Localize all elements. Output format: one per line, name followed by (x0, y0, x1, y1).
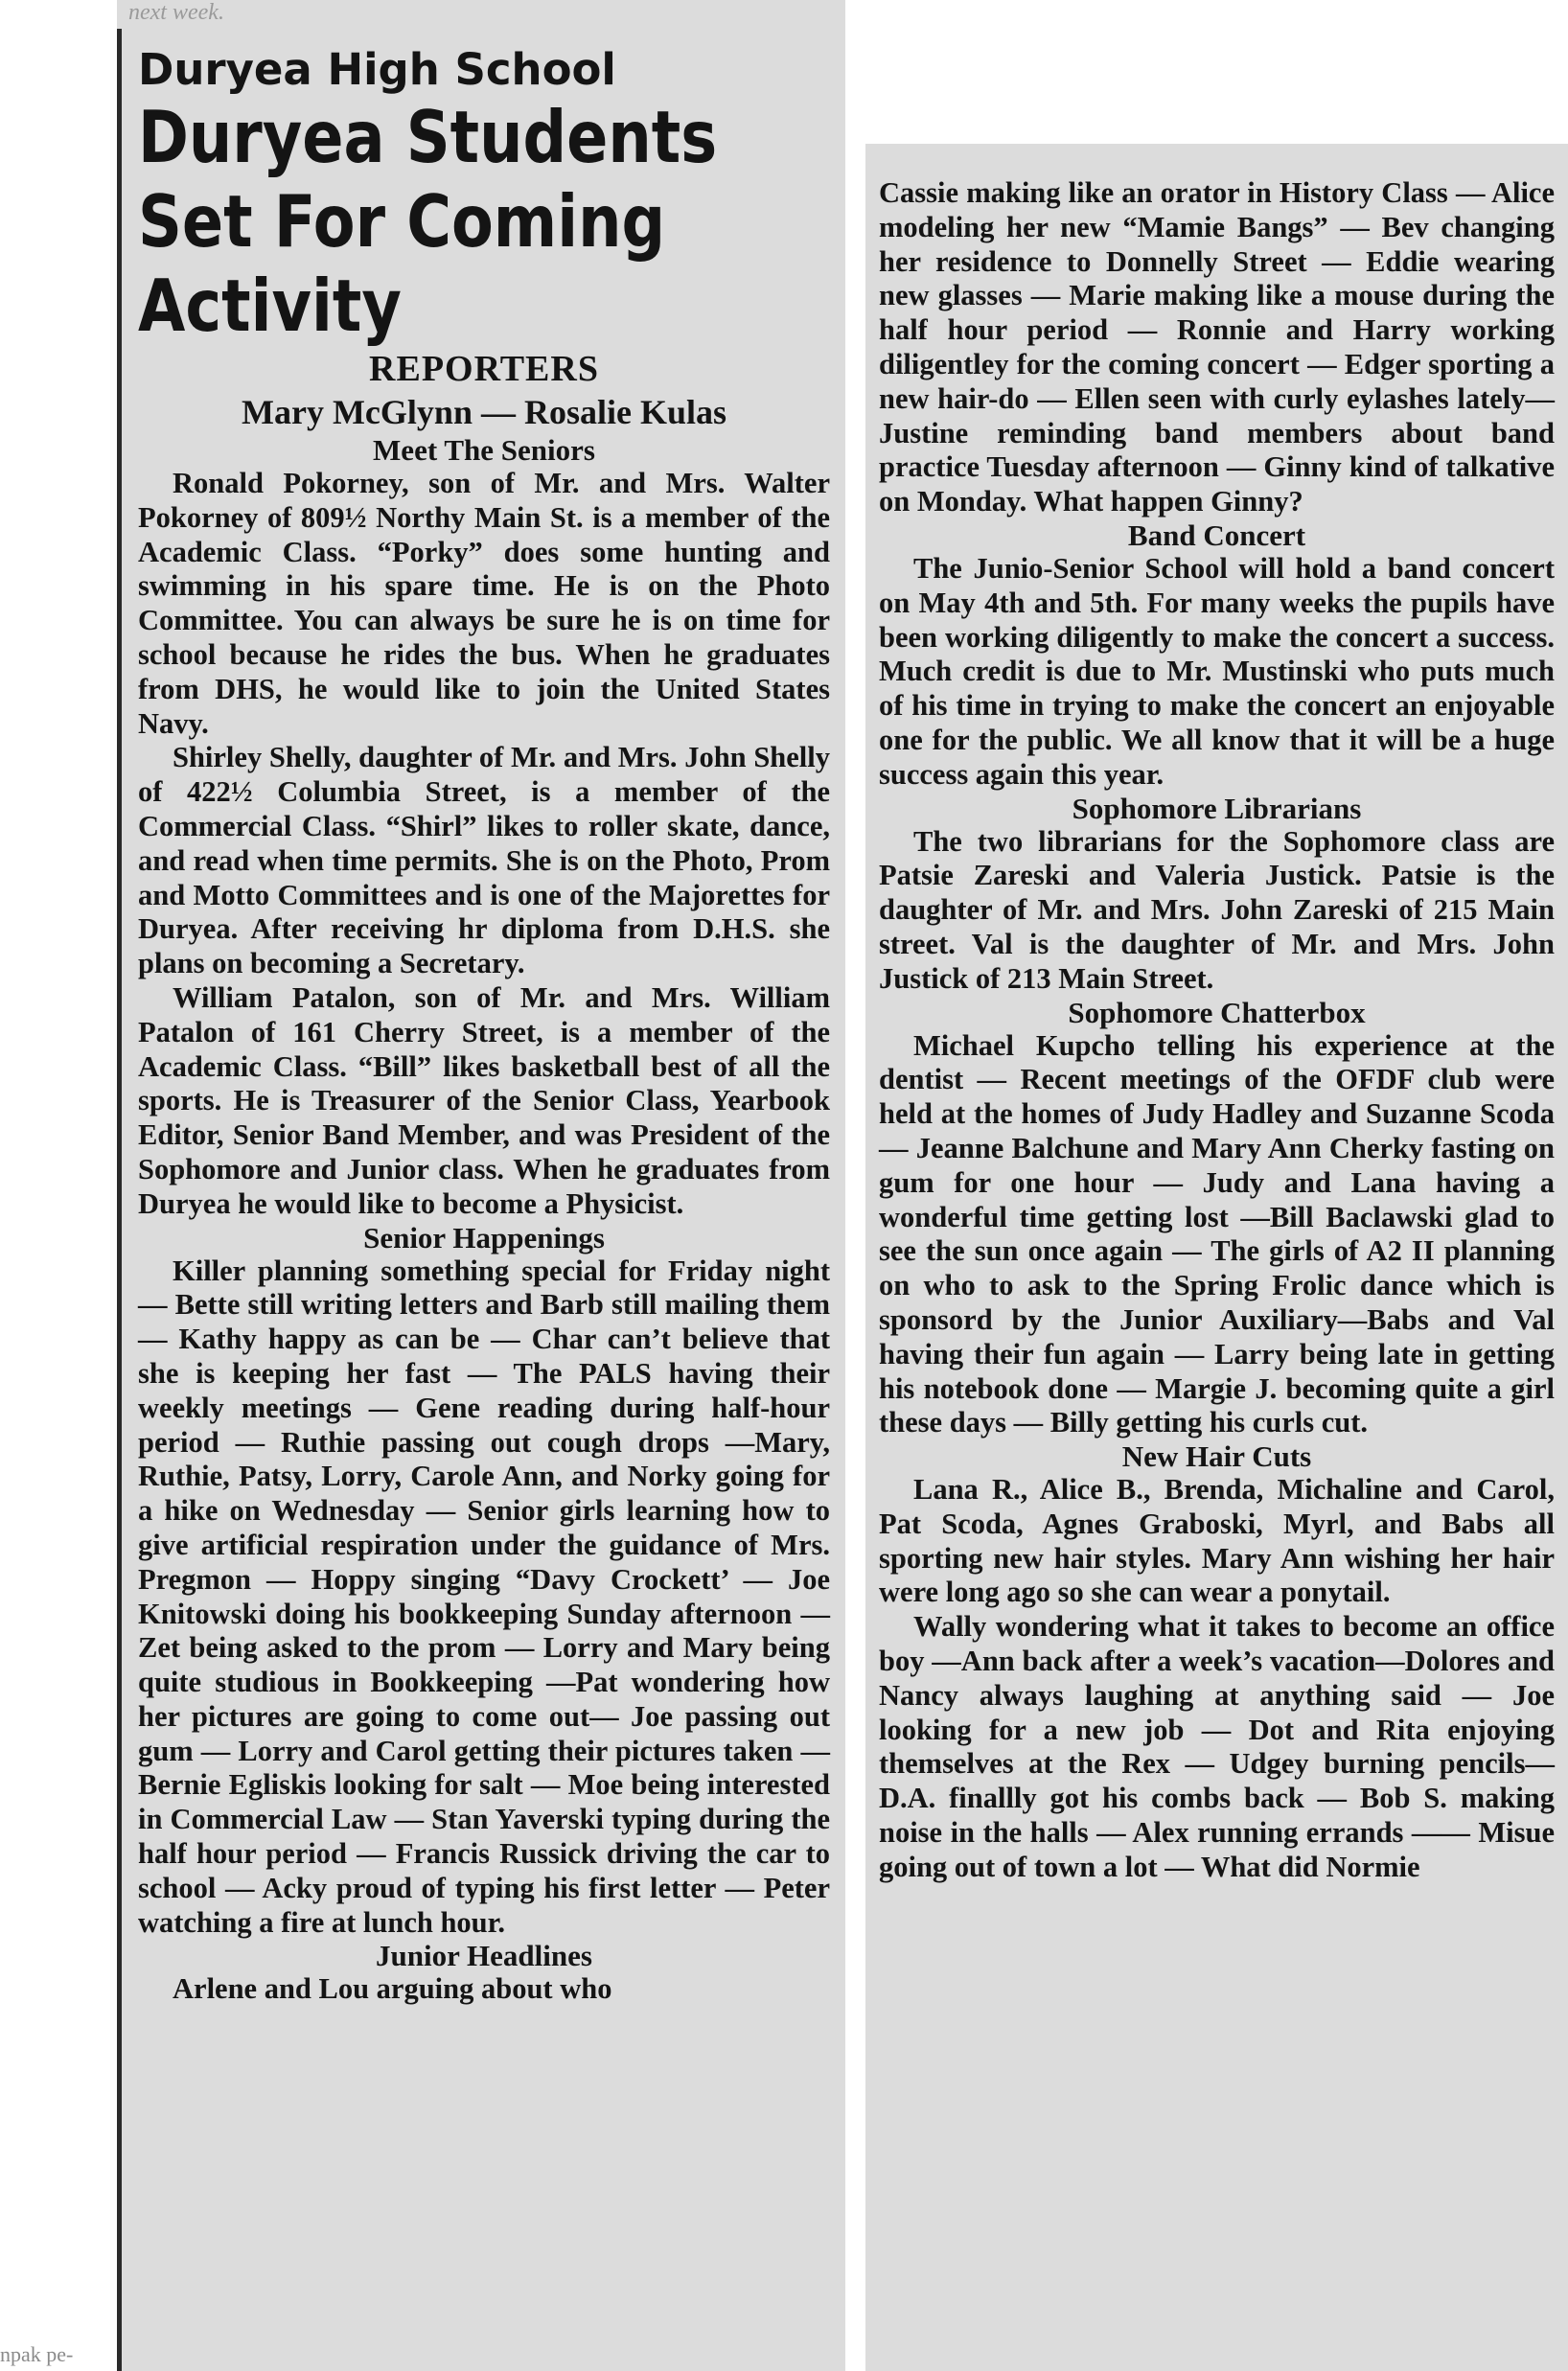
section-meet-the-seniors (138, 434, 830, 1222)
section-heading: Sophomore Librarians (1072, 791, 1362, 825)
article-paragraph: Arlene and Lou arguing about who (173, 1972, 612, 2006)
faint-top-text: next week. (128, 0, 224, 25)
section-senior-happenings (138, 1222, 830, 1941)
article-paragraph: The Junio-Senior School will hold a band concert on May 4th and 5th. For many weeks the pupils have been working diligently to make the concert a success. Much credit is due to Mr. Mustinski who puts much of his time in trying to make the concert an enjoyable one for the public. We all know that it will be a huge success again this year. (879, 551, 1555, 791)
reporters-label: REPORTERS (369, 349, 599, 389)
section-sophomore-librarians (879, 793, 1555, 997)
section-heading: Band Concert (1127, 518, 1306, 552)
left-column (117, 0, 845, 2371)
section-heading: Junior Headlines (376, 1939, 592, 1973)
article-paragraph: Lana R., Alice B., Brenda, Michaline and Carol, Pat Scoda, Agnes Graboski, Myrl, and Babs all sporting new hair styles. Mary Ann wishing her hair were long ago so she can wear a ponytail. (879, 1473, 1555, 1609)
article-paragraph: William Patalon, son of Mr. and Mrs. William Patalon of 161 Cherry Street, is a member of the Academic Class. “Bill” likes basketball best of all the sports. He is Treasurer of the Senior Class, Yearbook Editor, Senior Band Member, and was President of the Sophomore and Junior class. When he graduates from Duryea he would like to become a Physicist. (138, 980, 830, 1220)
section-new-hair-cuts (879, 1440, 1555, 1885)
article-paragraph: Wally wondering what it takes to become an office boy —Ann back after a week’s vacation—Dolores and Nancy always laughing at anything said — Joe looking for a new job — Dot and Rita enjoying themselves at the Rex — Udgey burning pencils—D.A. finallly got his combs back — Bob S. making noise in the halls — Alex running errands —— Misue going out of town a lot — What did Normie (879, 1610, 1555, 1883)
article-paragraph: Killer planning something special for Friday night — Bette still writing letters and Barb still mailing them — Kathy happy as can be — Char can’t believe that she is keeping her fast — The PALS having their weekly meetings — Gene reading during half-hour period — Ruthie passing out cough drops —Mary, Ruthie, Patsy, Lorry, Carole Ann, and Norky going for a hike on Wednesday — Senior girls learning how to give artificial respiration under the guidance of Mrs. Pregmon — Hoppy singing “Davy Crockett’ — Joe Knitowski doing his bookkeeping Sunday afternoon — Zet being asked to the prom — Lorry and Mary being quite studious in Bookkeeping —Pat wondering how her pictures are going to come out— Joe passing out gum — Lorry and Carol getting their pictures taken — Bernie Egliskis looking for salt — Moe being interested in Commercial Law — Stan Yaverski typing during the half hour period — Francis Russick driving the car to school — Acky proud of typing his first letter — Peter watching a fire at lunch hour. (138, 1254, 830, 1939)
section-band-concert (879, 519, 1555, 793)
section-heading: Sophomore Chatterbox (1068, 995, 1366, 1029)
article-paragraph: Cassie making like an orator in History Class — Alice modeling her new “Mamie Bangs” — Bev changing her residence to Donnelly Street — Eddie wearing new glasses — Marie making like a mouse during the half hour period — Ronnie and Harry working diligentley for the coming concert — Edger sporting a new hair-do — Ellen seen with curly eylashes lately— Justine reminding band members about band practice Tuesday afternoon — Ginny kind of talkative on Monday. What happen Ginny? (879, 176, 1555, 518)
faint-bottom-text: npak pe- (0, 2342, 74, 2366)
section-sophomore-chatterbox (879, 997, 1555, 1441)
headline: Duryea Students Set For Coming Activity (138, 95, 718, 348)
byline: Mary McGlynn — Rosalie Kulas (242, 393, 726, 431)
section-heading: Senior Happenings (363, 1220, 605, 1255)
article-paragraph: Ronald Pokorney, son of Mr. and Mrs. Walter Pokorney of 809½ Northy Main St. is a member of the Academic Class. “Porky” does some hunting and swimming in his spare time. He is on the Photo Committee. You can always be sure he is on time for school because he rides the bus. When he graduates from DHS, he would like to join the United States Navy. (138, 467, 830, 740)
right-column (865, 144, 1568, 2371)
section-heading: New Hair Cuts (1121, 1439, 1312, 1474)
section-heading: Meet The Seniors (373, 433, 595, 467)
article-paragraph: The two librarians for the Sophomore class are Patsie Zareski and Valeria Justick. Patsie is the daughter of Mr. and Mrs. John Zareski of 215 Main street. Val is the daughter of Mr. and Mrs. John Justick of 213 Main Street. (879, 824, 1555, 995)
right-clipping (865, 144, 1568, 2371)
section-continued-gossip (879, 176, 1555, 519)
kicker: Duryea High School (138, 44, 616, 95)
left-clipping (117, 0, 845, 2371)
section-junior-headlines (138, 1940, 830, 2007)
article-paragraph: Shirley Shelly, daughter of Mr. and Mrs. John Shelly of 422½ Columbia Street, is a member of the Commercial Class. “Shirl” likes to roller skate, dance, and read when time permits. She is on the Photo, Prom and Motto Committees and is one of the Majorettes for Duryea. After receiving hr diploma from D.H.S. she plans on becoming a Secretary. (138, 741, 830, 980)
article-paragraph: Michael Kupcho telling his experience at the dentist — Recent meetings of the OFDF club were held at the homes of Judy Hadley and Suzanne Scoda — Jeanne Balchune and Mary Ann Cherky fasting on gum for one hour — Judy and Lana having a wonderful time getting lost —Bill Baclawski glad to see the sun once again — The girls of A2 II planning on who to ask to the Spring Frolic dance which is sponsord by the Junior Auxiliary—Babs and Val having their fun again — Larry being late in getting his notebook done — Margie J. becoming quite a girl these days — Billy getting his curls cut. (879, 1028, 1555, 1439)
